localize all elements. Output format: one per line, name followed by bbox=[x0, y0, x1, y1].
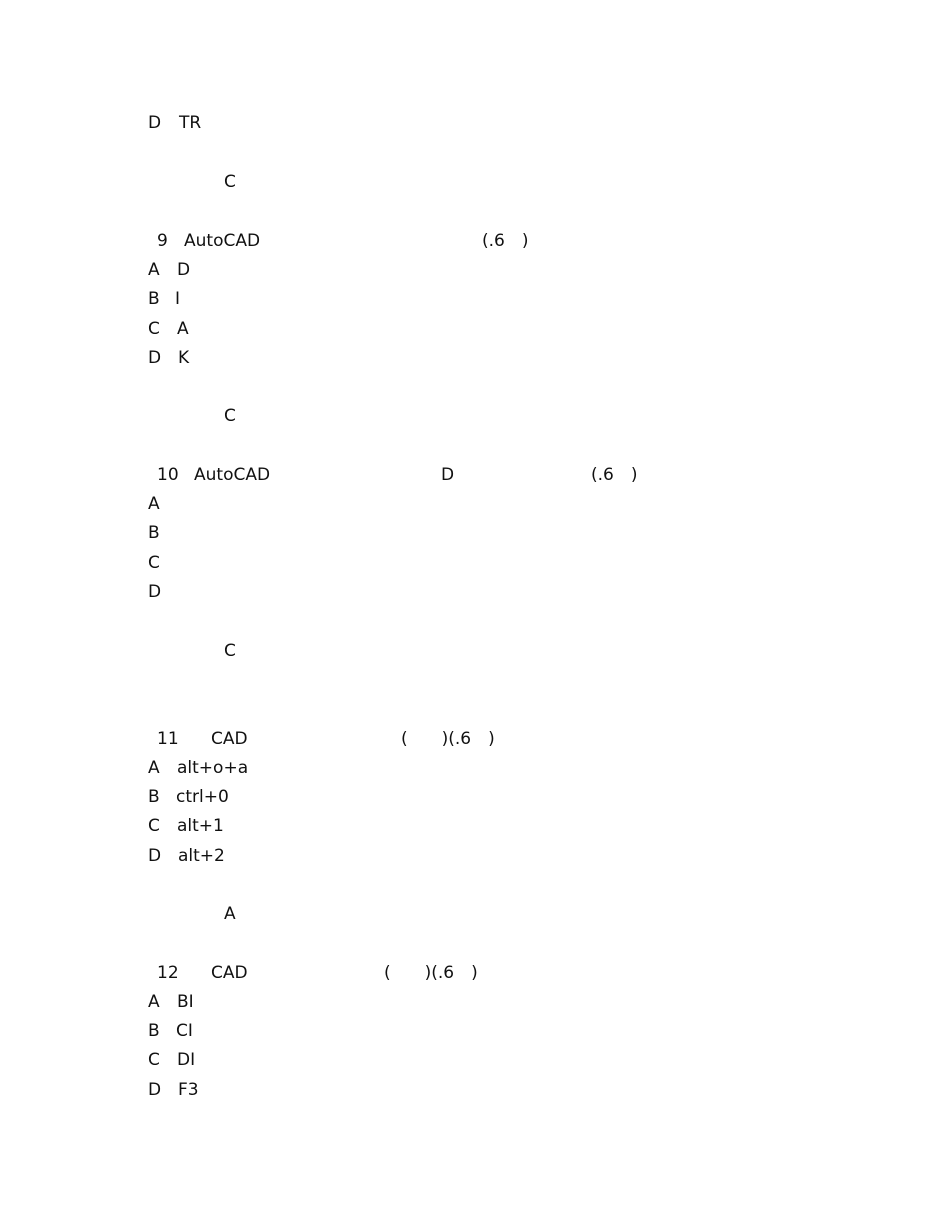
question-keyword: CAD bbox=[211, 729, 248, 749]
option-letter: C bbox=[148, 553, 160, 573]
option-letter: D bbox=[148, 846, 162, 866]
option-letter: C bbox=[148, 1050, 160, 1070]
option-letter: C bbox=[148, 319, 160, 339]
option-text: A bbox=[177, 319, 189, 339]
option-letter: A bbox=[148, 494, 160, 514]
answer: C bbox=[224, 406, 236, 426]
answer: A bbox=[224, 904, 236, 924]
option-letter: A bbox=[148, 992, 160, 1012]
question-score: ( )(.6 ) bbox=[401, 729, 495, 749]
option-text: TR bbox=[179, 113, 202, 133]
question-number: 10 bbox=[157, 465, 179, 485]
option-letter: D bbox=[148, 348, 162, 368]
question-score: (.6 ) bbox=[482, 231, 529, 251]
question-keyword: AutoCAD bbox=[184, 231, 261, 251]
option-letter: C bbox=[148, 816, 160, 836]
option-text: K bbox=[178, 348, 190, 368]
question-keyword: CAD bbox=[211, 963, 248, 983]
option-letter: D bbox=[148, 113, 162, 133]
question-number: 11 bbox=[157, 729, 179, 749]
option-letter: B bbox=[148, 1021, 160, 1041]
option-text: CI bbox=[176, 1021, 193, 1041]
option-text: alt+o+a bbox=[177, 758, 249, 778]
option-letter: B bbox=[148, 787, 160, 807]
option-letter: A bbox=[148, 758, 160, 778]
question-score: ( )(.6 ) bbox=[384, 963, 478, 983]
option-letter: B bbox=[148, 523, 160, 543]
option-text: ctrl+0 bbox=[176, 787, 229, 807]
option-letter: D bbox=[148, 582, 162, 602]
question-mid-text: D bbox=[441, 465, 455, 485]
answer: C bbox=[224, 641, 236, 661]
option-text: alt+1 bbox=[177, 816, 224, 836]
option-letter: B bbox=[148, 289, 160, 309]
option-text: I bbox=[175, 289, 181, 309]
option-letter: A bbox=[148, 260, 160, 280]
question-number: 12 bbox=[157, 963, 179, 983]
option-letter: D bbox=[148, 1080, 162, 1100]
question-keyword: AutoCAD bbox=[194, 465, 271, 485]
option-text: DI bbox=[177, 1050, 196, 1070]
option-text: F3 bbox=[178, 1080, 199, 1100]
question-score: (.6 ) bbox=[591, 465, 638, 485]
answer: C bbox=[224, 172, 236, 192]
option-text: BI bbox=[177, 992, 194, 1012]
option-text: D bbox=[177, 260, 191, 280]
question-number: 9 bbox=[157, 231, 168, 251]
option-text: alt+2 bbox=[178, 846, 225, 866]
